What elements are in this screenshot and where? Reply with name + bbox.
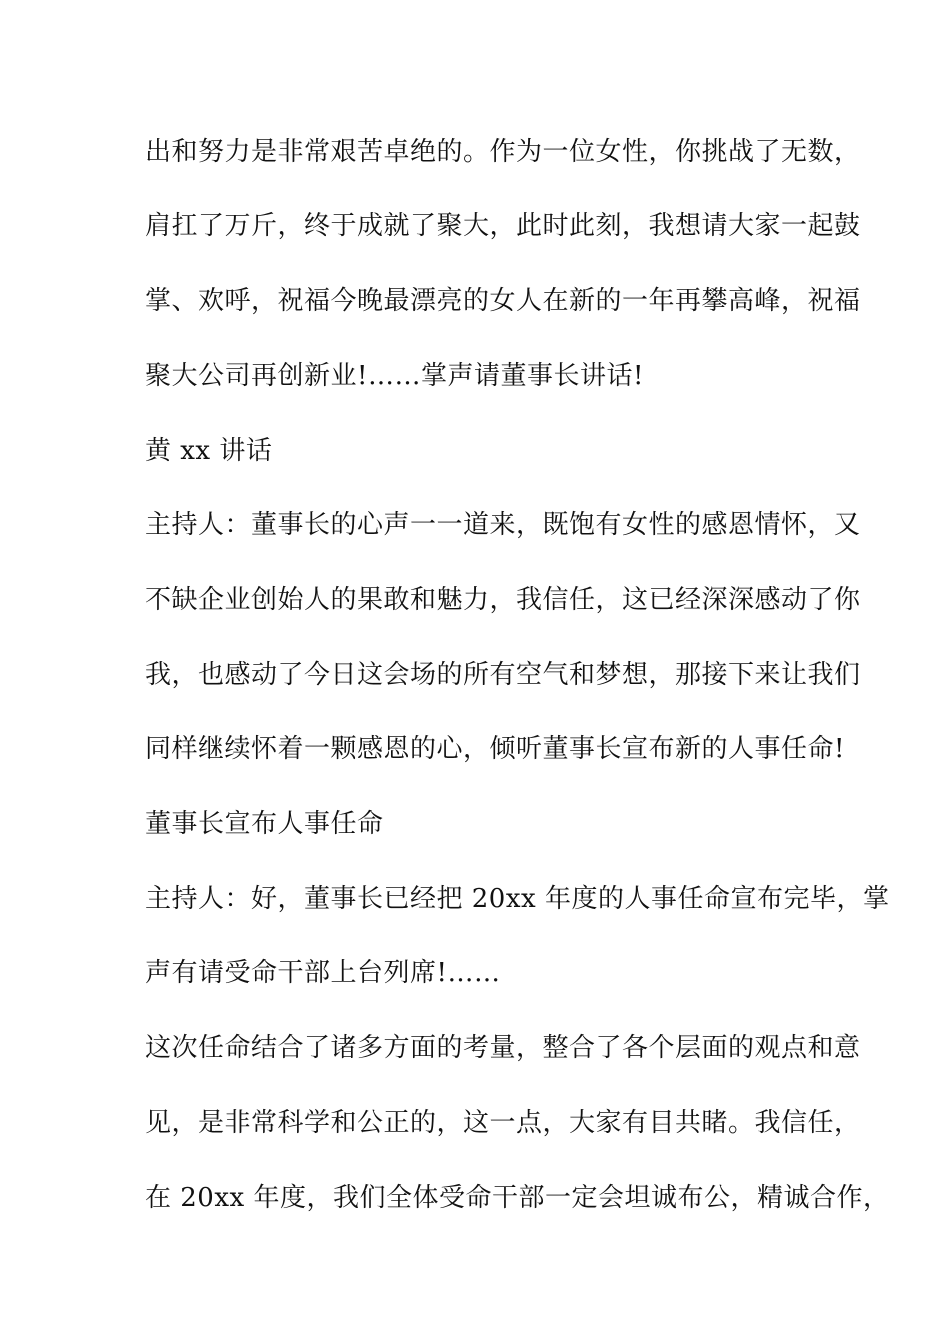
paragraph-line: 在 20xx 年度，我们全体受命干部一定会坦诚布公，精诚合作， <box>145 1183 890 1213</box>
paragraph-line: 主持人：董事长的心声一一道来，既饱有女性的感恩情怀，又 <box>145 510 861 540</box>
paragraph-line: 主持人：好，董事长已经把 20xx 年度的人事任命宣布完毕，掌 <box>145 884 890 914</box>
paragraph-line: 出和努力是非常艰苦卓绝的。作为一位女性，你挑战了无数， <box>145 137 861 167</box>
paragraph-line: 声有请受命干部上台列席!…… <box>145 958 501 988</box>
paragraph-line: 不缺企业创始人的果敢和魅力，我信任，这已经深深感动了你 <box>145 585 861 615</box>
section-heading: 黄 xx 讲话 <box>145 436 273 466</box>
paragraph-line: 我，也感动了今日这会场的所有空气和梦想，那接下来让我们 <box>145 660 861 690</box>
paragraph-line: 聚大公司再创新业!……掌声请董事长讲话! <box>145 361 644 391</box>
paragraph-line: 掌、欢呼，祝福今晚最漂亮的女人在新的一年再攀高峰，祝福 <box>145 286 861 316</box>
paragraph-line: 这次任命结合了诸多方面的考量，整合了各个层面的观点和意 <box>145 1033 861 1063</box>
paragraph-line: 同样继续怀着一颗感恩的心，倾听董事长宣布新的人事任命! <box>145 734 845 764</box>
paragraph-line: 肩扛了万斤，终于成就了聚大，此时此刻，我想请大家一起鼓 <box>145 211 861 241</box>
section-heading: 董事长宣布人事任命 <box>145 809 384 839</box>
paragraph-line: 见，是非常科学和公正的，这一点，大家有目共睹。我信任， <box>145 1108 861 1138</box>
